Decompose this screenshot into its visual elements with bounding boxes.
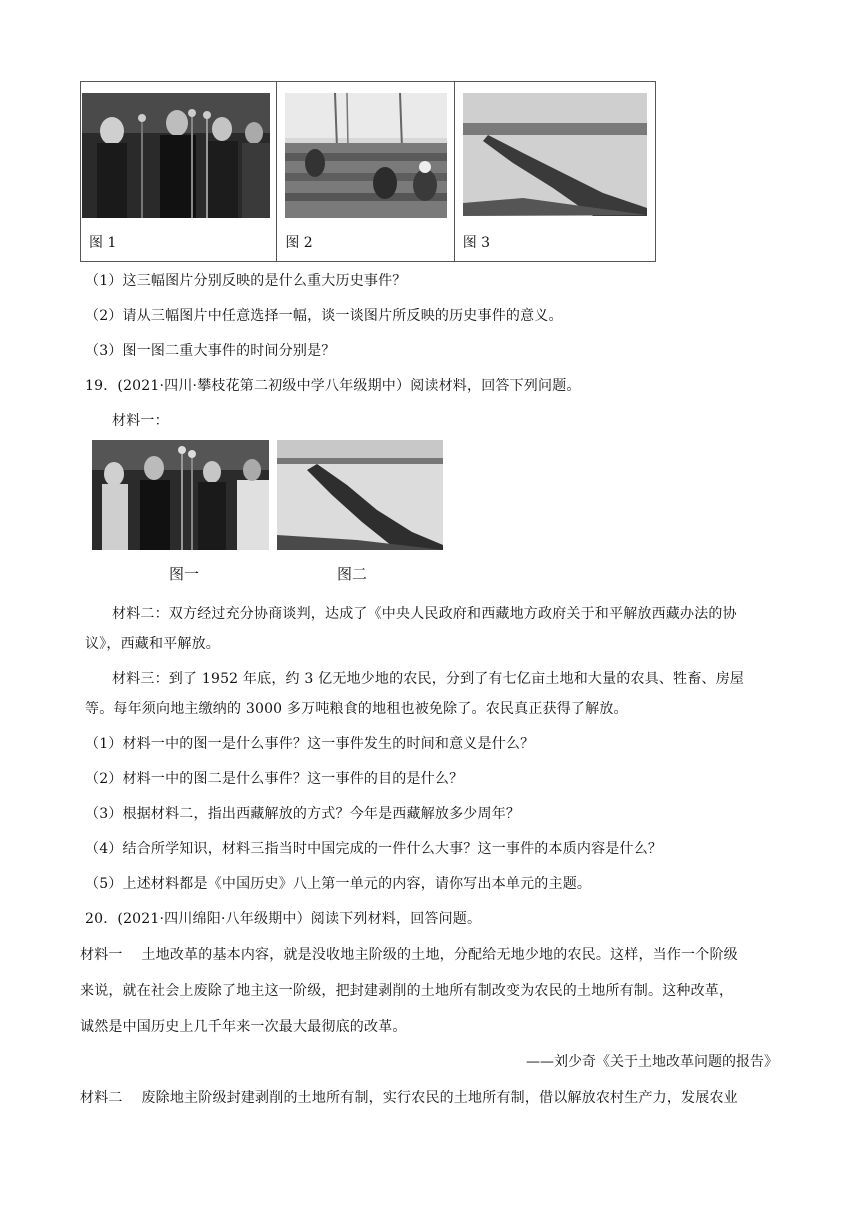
- figure-caption-3: 图 3: [462, 235, 491, 251]
- q19-sub-question-1: （1）材料一中的图一是什么事件？这一事件发生的时间和意义是什么？: [85, 736, 535, 752]
- q18-sub-question-1: （1）这三幅图片分别反映的是什么重大历史事件？: [85, 273, 407, 289]
- q19-sub-question-4: （4）结合所学知识，材料三指当时中国完成的一件什么大事？这一事件的本质内容是什么？: [85, 841, 663, 857]
- photo-crossing-yalu-river: [463, 93, 647, 216]
- q19-material-1-label: 材料一：: [112, 413, 169, 429]
- q20-material-1-source: ——刘少奇《关于土地改革问题的报告》: [526, 1054, 778, 1070]
- figure-table: [80, 81, 656, 262]
- photo-founding-ceremony: [82, 93, 270, 218]
- q20-material-2-line-1: 材料二 废除地主阶级封建剥削的土地所有制，实行农民的土地所有制，借以解放农村生产力，发展农业: [80, 1090, 738, 1106]
- figure-cell-1: [81, 82, 277, 262]
- q20-material-1-line-2: 来说，就在社会上废除了地主这一阶级，把封建剥削的土地所有制改变为农民的土地所有制。这种改革，: [80, 983, 734, 999]
- q19-figure-caption-2: 图二: [337, 565, 368, 583]
- q19-material-3-line-2: 等。每年须向地主缴纳的 3000 多万吨粮食的地租也被免除了。农民真正获得了解放。: [85, 701, 628, 717]
- photo-land-reform-field: [285, 93, 447, 218]
- figure-cell-2: [277, 82, 454, 262]
- photo-q19-crossing-river: [277, 440, 443, 550]
- q20-material-1-line-1: 材料一 土地改革的基本内容，就是没收地主阶级的土地，分配给无地少地的农民。这样，当作一个阶级: [80, 947, 738, 963]
- photo-q19-founding-ceremony: [92, 440, 269, 550]
- q19-material-2-line-2: 议》，西藏和平解放。: [85, 636, 220, 652]
- figure-caption-1: 图 1: [89, 235, 117, 251]
- q19-material-2-line-1: 材料二：双方经过充分协商谈判，达成了《中央人民政府和西藏地方政府关于和平解放西藏办法的协: [112, 606, 737, 622]
- q20-stem: 20．(2021·四川绵阳·八年级期中）阅读下列材料，回答问题。: [85, 911, 482, 927]
- q19-sub-question-3: （3）根据材料二，指出西藏解放的方式？今年是西藏解放多少周年？: [85, 806, 521, 822]
- q19-material-3-line-1: 材料三：到了 1952 年底，约 3 亿无地少地的农民，分到了有七亿亩土地和大量的农具、牲畜、房屋: [112, 671, 745, 687]
- q19-sub-question-5: （5）上述材料都是《中国历史》八上第一单元的内容，请你写出本单元的主题。: [85, 876, 592, 892]
- q18-sub-question-2: （2）请从三幅图片中任意选择一幅，谈一谈图片所反映的历史事件的意义。: [85, 308, 563, 324]
- q19-sub-question-2: （2）材料一中的图二是什么事件？这一事件的目的是什么？: [85, 771, 464, 787]
- q19-figure-caption-1: 图一: [169, 565, 200, 583]
- q19-stem: 19．(2021·四川·攀枝花第二初级中学八年级期中）阅读材料，回答下列问题。: [85, 378, 581, 394]
- figure-cell-3: [454, 82, 655, 262]
- figure-caption-2: 图 2: [285, 235, 313, 251]
- q18-sub-question-3: （3）图一图二重大事件的时间分别是？: [85, 343, 336, 359]
- q20-material-1-line-3: 诚然是中国历史上几千年来一次最大最彻底的改革。: [80, 1019, 407, 1035]
